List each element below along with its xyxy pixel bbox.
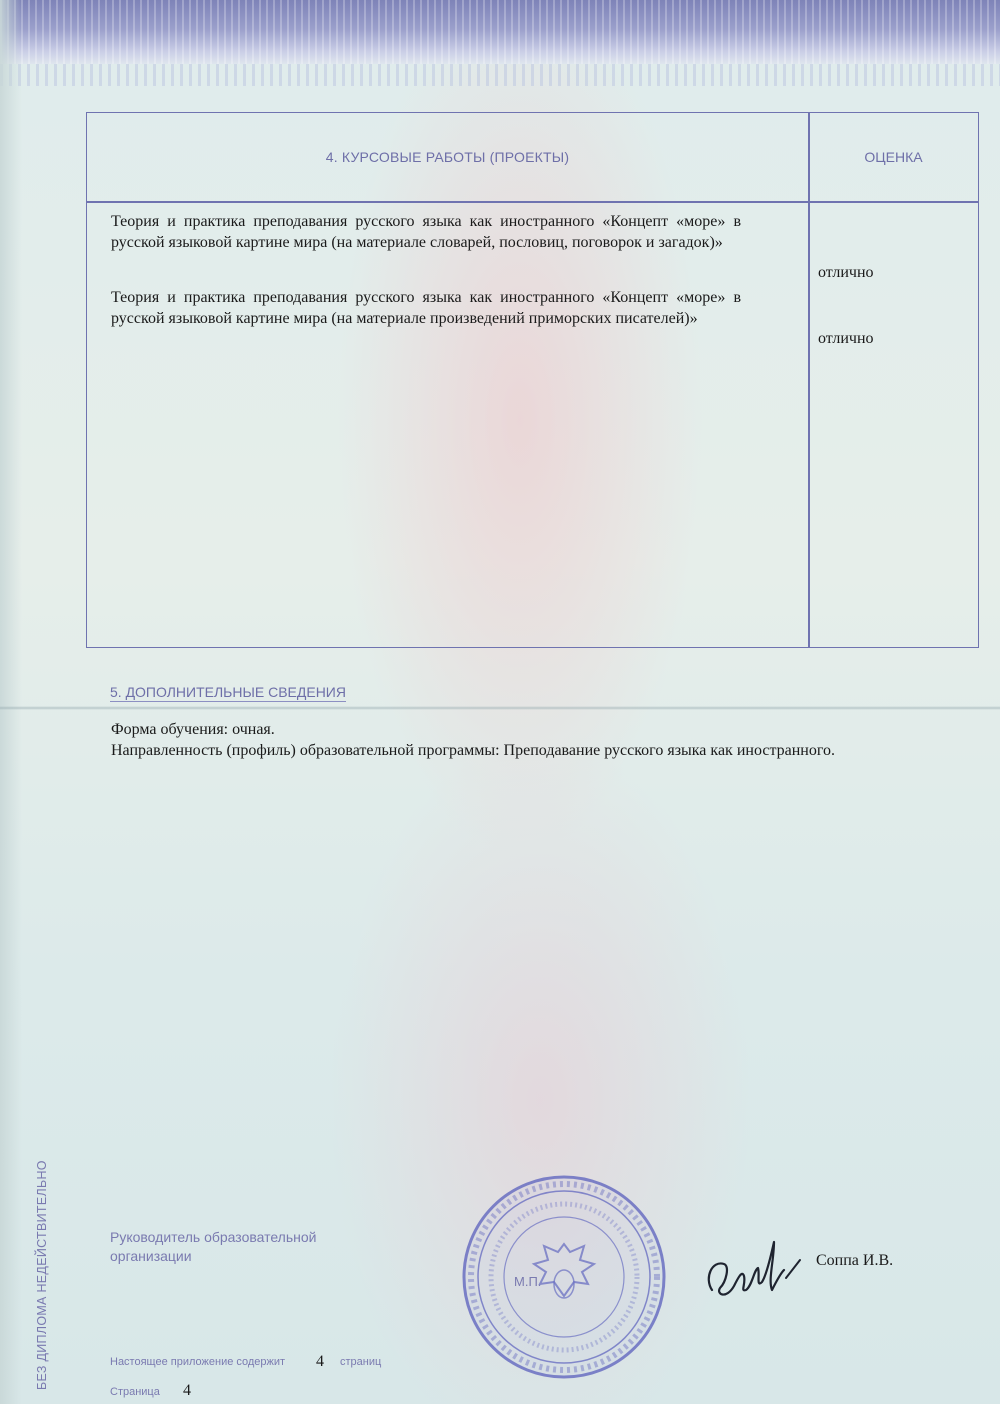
coursework-table <box>86 112 979 648</box>
program-profile: Направленность (профиль) образовательной программы: Преподавание русского языка как иностранного. <box>111 742 836 759</box>
top-security-band <box>0 0 1000 64</box>
coursework-grade-1: отлично <box>818 264 874 281</box>
page-number: 4 <box>183 1382 191 1399</box>
head-of-organization-label: Руководитель образовательной организации <box>110 1229 317 1264</box>
page-number-label: Страница <box>110 1386 160 1398</box>
page-fold-line <box>0 706 1000 710</box>
signature-icon <box>700 1230 810 1320</box>
official-seal-icon <box>459 1172 669 1382</box>
table-header-divider <box>87 201 978 203</box>
page-edge-shadow <box>0 0 22 1404</box>
coursework-header: 4. КУРСОВЫЕ РАБОТЫ (ПРОЕКТЫ) <box>325 149 570 165</box>
study-form: Форма обучения: очная. <box>111 721 275 738</box>
additional-info-title: 5. ДОПОЛНИТЕЛЬНЫЕ СВЕДЕНИЯ <box>110 684 346 700</box>
coursework-grade-2: отлично <box>818 330 874 347</box>
coursework-title-2: Теория и практика преподавания русского языка как иностранного «Концепт «море» в русской языковой картине мира (на материале произведений приморских писателей)» <box>111 289 741 327</box>
seal-label: М.П. <box>514 1274 542 1289</box>
signer-name: Соппа И.В. <box>816 1252 894 1269</box>
validity-note: БЕЗ ДИПЛОМА НЕДЕЙСТВИТЕЛЬНО <box>35 1160 49 1390</box>
pages-count: 4 <box>316 1353 324 1370</box>
pages-count-suffix: страниц <box>340 1356 382 1368</box>
grade-header: ОЦЕНКА <box>864 149 923 165</box>
coursework-title-1: Теория и практика преподавания русского языка как иностранного «Концепт «море» в русской языковой картине мира (на материале словарей, пословиц, поговорок и загадок)» <box>111 213 741 251</box>
top-security-pattern <box>0 64 1000 86</box>
pages-count-label: Настоящее приложение содержит <box>110 1356 286 1368</box>
